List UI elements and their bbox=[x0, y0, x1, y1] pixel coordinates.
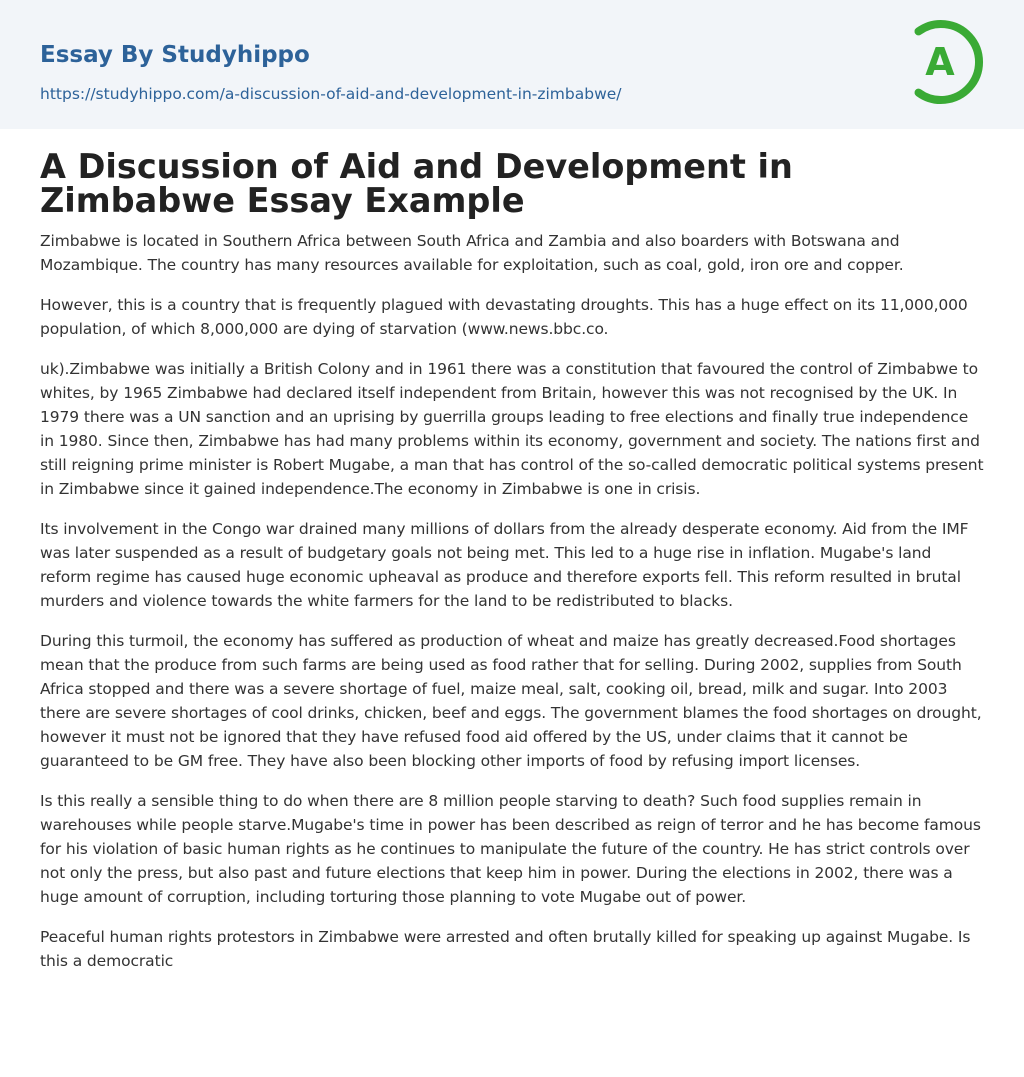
essay-paragraph: Is this really a sensible thing to do when there are 8 million people starving to death? Such food supplies remain in warehouses while people starve.Mugabe's time in power has been described as reign of terror and he has become famous for his violation of basic human rights as he continues to manipulate the future of the country. He has strict controls over not only the press, but also past and future elections that keep him in power. During the elections in 2002, there was a huge amount of corruption, including torturing those planning to vote Mugabe out of power. bbox=[40, 792, 981, 906]
studyhippo-logo-icon[interactable] bbox=[910, 18, 988, 106]
essay-title: A Discussion of Aid and Development in Zimbabwe Essay Example bbox=[40, 147, 793, 220]
essay-paragraph: However, this is a country that is frequently plagued with devastating droughts. This has a huge effect on its 11,000,000 population, of which 8,000,000 are dying of starvation (www.news.bbc.co. bbox=[40, 296, 968, 338]
essay-paragraph: During this turmoil, the economy has suffered as production of wheat and maize has greatly decreased.Food shortages mean that the produce from such farms are being used as food rather that for selling. During 2002, supplies from South Africa stopped and there was a severe shortage of fuel, maize meal, salt, cooking oil, bread, milk and sugar. Into 2003 there are severe shortages of cool drinks, chicken, beef and eggs. The government blames the food shortages on drought, however it must not be ignored that they have refused food aid offered by the US, under claims that it cannot be guaranteed to be GM free. They have also been blocking other imports of food by refusing import licenses. bbox=[40, 632, 982, 770]
site-header bbox=[0, 0, 1024, 129]
site-brand[interactable]: Essay By Studyhippo bbox=[40, 42, 310, 68]
essay-paragraph: Its involvement in the Congo war drained many millions of dollars from the already desperate economy. Aid from the IMF was later suspended as a result of budgetary goals not being met. This led to a huge rise in inflation. Mugabe's land reform regime has caused huge economic upheaval as produce and therefore exports fell. This reform resulted in brutal murders and violence towards the white farmers for the land to be redistributed to blacks. bbox=[40, 520, 969, 610]
essay-paragraph: uk).Zimbabwe was initially a British Colony and in 1961 there was a constitution that favoured the control of Zimbabwe to whites, by 1965 Zimbabwe had declared itself independent from Britain, however this was not recognised by the UK. In 1979 there was a UN sanction and an uprising by guerrilla groups leading to free elections and finally true independence in 1980. Since then, Zimbabwe has had many problems within its economy, government and society. The nations first and still reigning prime minister is Robert Mugabe, a man that has control of the so-called democratic political systems present in Zimbabwe since it gained independence.The economy in Zimbabwe is one in crisis. bbox=[40, 360, 984, 498]
page-url-link[interactable]: https://studyhippo.com/a-discussion-of-aid-and-development-in-zimbabwe/ bbox=[40, 85, 622, 103]
essay-paragraph: Peaceful human rights protestors in Zimbabwe were arrested and often brutally killed for speaking up against Mugabe. Is this a democratic bbox=[40, 928, 971, 970]
essay-paragraph: Zimbabwe is located in Southern Africa between South Africa and Zambia and also boarders with Botswana and Mozambique. The country has many resources available for exploitation, such as coal, gold, iron ore and copper. bbox=[40, 232, 904, 274]
essay-body bbox=[40, 229, 985, 989]
logo-letter: A bbox=[925, 40, 955, 84]
